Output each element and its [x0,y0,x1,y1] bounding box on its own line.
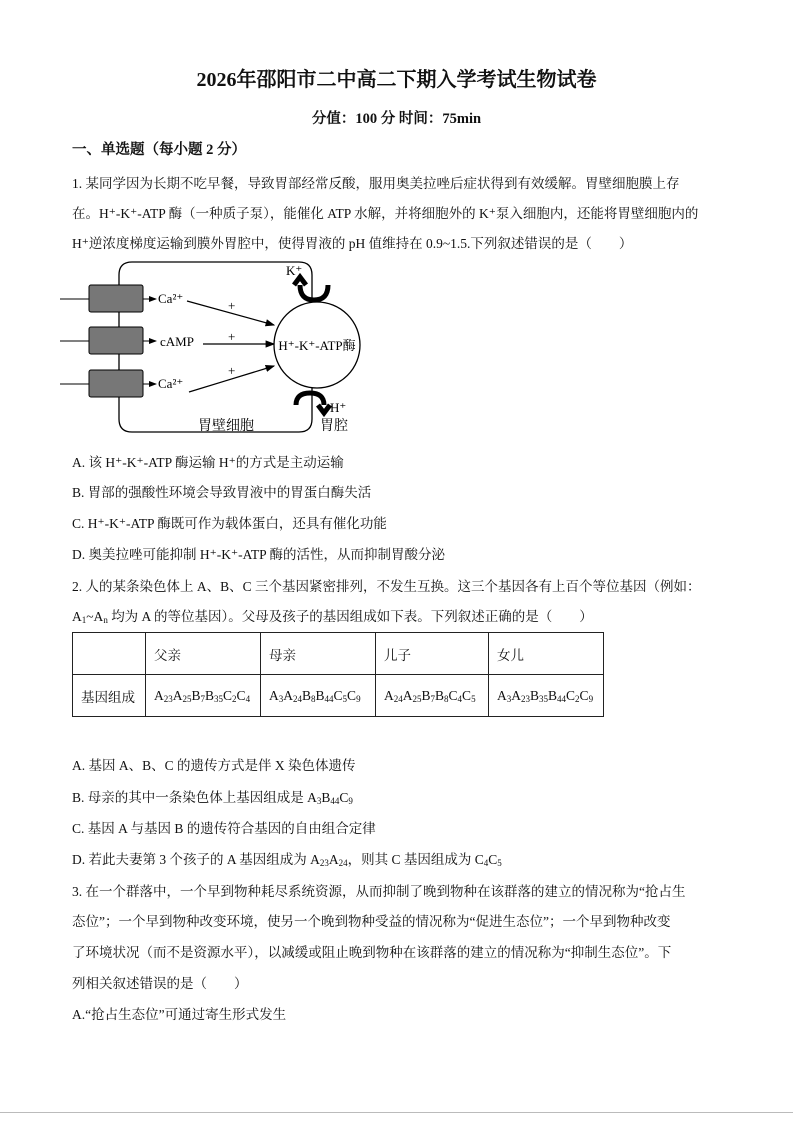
proton-pump-diagram [60,255,380,440]
table-header [73,633,146,675]
table-cell: $A_3A_{23}B_{35}B_{44}C_2C_9$ [489,675,604,717]
enzyme-label: H⁺-K⁺-ATP酶 [278,338,356,353]
question-2-text: $A_1\sim A_n$ 均为 A 的等位基因）。父母及孩子的基因组成如下表。下列叙述正确的是（ ） [72,609,593,625]
option-c: C. 基因 A 与基因 B 的遗传符合基因的自由组合定律 [72,821,376,836]
option-b: B. 母亲的其中一条染色体上基因组成是 $A_3B_{44}C_9$ [72,790,353,806]
page-title: 2026年邵阳市二中高二下期入学考试生物试卷 [196,69,597,91]
plus-sign: + [228,329,236,344]
option-a: A. 基因 A、B、C 的遗传方式是伴 X 染色体遗传 [72,758,356,773]
k-ion-arrow-icon [294,277,328,300]
table-header: 父亲 [146,633,261,675]
table-cell: $A_{23}A_{25}B_7B_{35}C_2C_4$ [146,675,261,717]
option-c: C. H⁺-K⁺-ATP 酶既可作为载体蛋白，还具有催化功能 [72,516,387,531]
question-1-text: 1. 某同学因为长期不吃早餐，导致胃部经常反酸，服用奥美拉唑后症状得到有效缓解。胃壁细胞膜上存 [72,176,680,191]
table-header-row [73,633,604,675]
signal-camp-label: cAMP [160,334,194,349]
question-1-text: H⁺逆浓度梯度运输到膜外胃腔中，使得胃液的 pH 值维持在 0.9~1.5.下列叙述错误的是（ ） [72,236,633,251]
table-row [73,675,604,717]
signal-ca-label: Ca²⁺ [158,291,184,306]
question-3-text: 态位”；一个早到物种改变环境，使另一个晚到物种受益的情况称为“促进生态位”；一个早到物种改变 [72,914,671,929]
table-header: 女儿 [489,633,604,675]
question-3-text: 3. 在一个群落中，一个早到物种耗尽系统资源，从而抑制了晚到物种在该群落的建立的情况称为“抢占生 [72,884,686,899]
receptor-boxes [60,285,156,397]
plus-sign: + [228,298,236,313]
section-heading: 一、单选题（每小题 2 分） [72,142,246,158]
page-bottom-divider [0,1112,793,1113]
option-a: A. 该 H⁺-K⁺-ATP 酶运输 H⁺的方式是主动运输 [72,455,344,470]
score-time-info: 分值：100 分 时间：75min [311,111,482,127]
h-ion-arrow-icon [296,393,330,413]
table-cell: $A_3A_{24}B_8B_{44}C_5C_9$ [261,675,376,717]
option-b: B. 胃部的强酸性环境会导致胃液中的胃蛋白酶失活 [72,485,372,500]
table-header: 儿子 [376,633,489,675]
option-d: D. 奥美拉唑可能抑制 H⁺-K⁺-ATP 酶的活性，从而抑制胃酸分泌 [72,547,445,562]
lumen-label: 胃腔 [320,419,348,434]
k-ion-label: K⁺ [286,263,303,278]
signal-ca-label: Ca²⁺ [158,376,184,391]
option-a: A.“抢占生态位”可通过寄生形式发生 [72,1007,287,1022]
option-d: D. 若此夫妻第 3 个孩子的 A 基因组成为 $A_{23}A_{24}$，则其 C 基因组成为 $C_4C_5$ [72,852,502,868]
table-header: 母亲 [261,633,376,675]
row-label: 基因组成 [73,675,146,717]
plus-sign: + [228,363,236,378]
cell-label: 胃壁细胞 [198,419,254,434]
question-2-text: 2. 人的某条染色体上 A、B、C 三个基因紧密排列，不发生互换。这三个基因各有上百个等位基因（例如： [72,579,701,594]
h-ion-label: H⁺ [330,400,347,415]
question-3-text: 了环境状况（而不是资源水平），以减缓或阻止晚到物种在该群落的建立的情况称为“抑制生态位”。下 [72,945,672,960]
question-1-text: 在。H⁺-K⁺-ATP 酶（一种质子泵），能催化 ATP 水解，并将细胞外的 K⁺泵入细胞内，还能将胃壁细胞内的 [72,206,699,221]
question-3-text: 列相关叙述错误的是（ ） [72,976,248,991]
receptor-box [89,327,143,354]
genotype-table [72,632,604,717]
receptor-box [89,285,143,312]
receptor-box [89,370,143,397]
table-cell: $A_{24}A_{25}B_7B_8C_4C_5$ [376,675,489,717]
